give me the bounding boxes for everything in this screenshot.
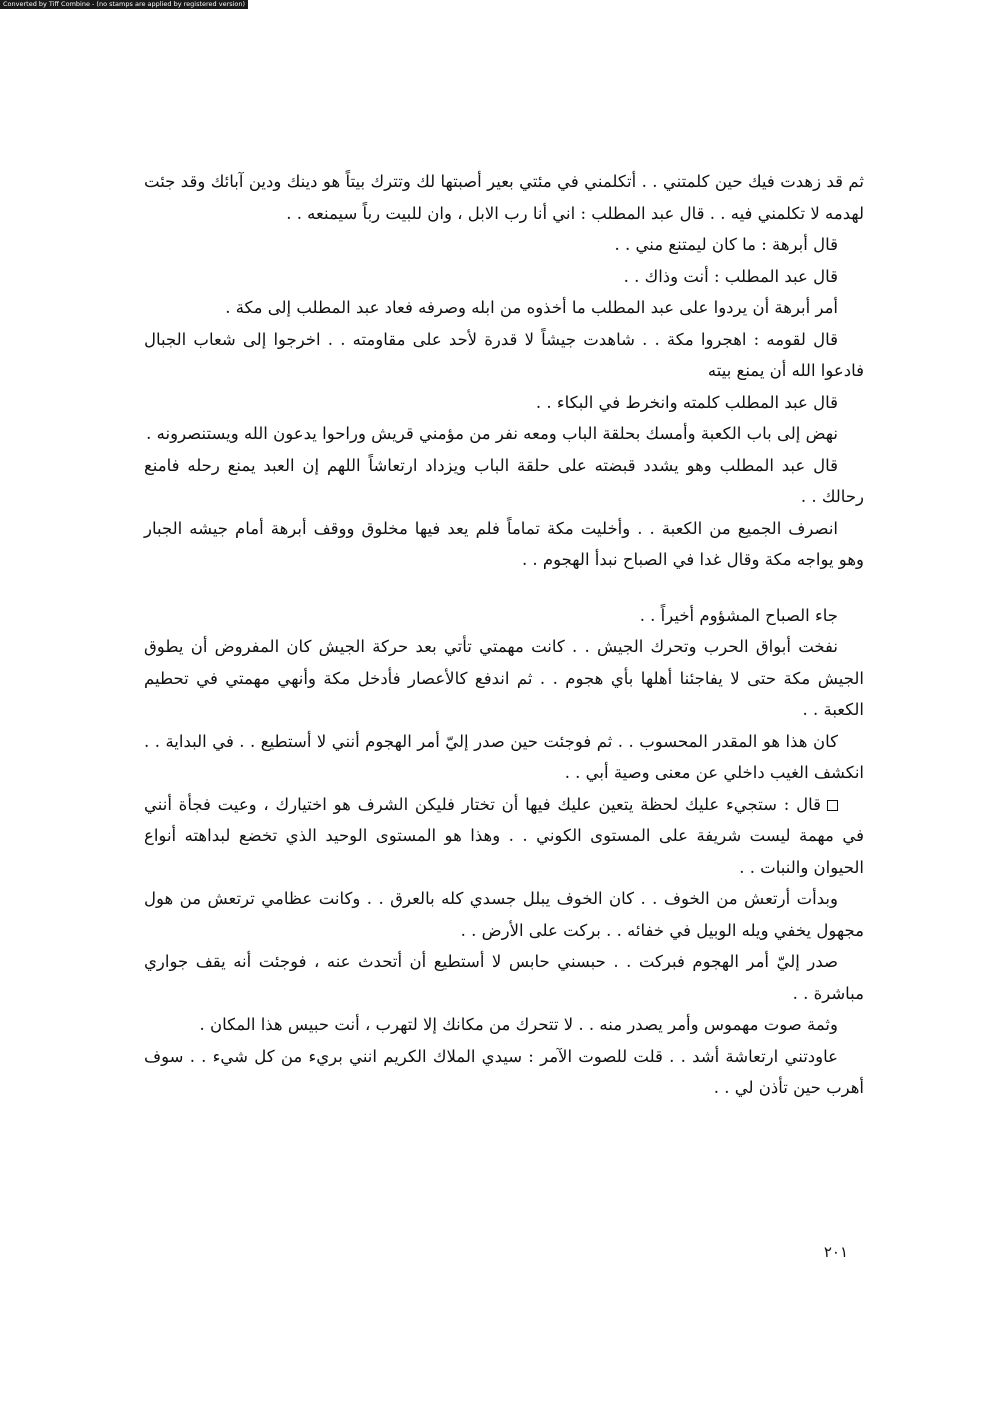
text-section-2	[144, 600, 864, 1104]
paragraph-text: نهض إلى باب الكعبة وأمسك بحلقة الباب ومعه نفر من مؤمني قريش وراحوا يدعون الله ويستنصرونه .	[146, 424, 838, 443]
paragraph-text: نفخت أبواق الحرب وتحرك الجيش . . كانت مهمتي تأتي بعد حركة الجيش كان المفروض أن يطوق الجيش مكة حتى لا يفاجئنا أهلها بأي هجوم . . ثم اندفع كالأعصار فأدخل مكة وأنهي مهمتي في تحطيم الكعبة . .	[144, 637, 864, 719]
paragraph	[144, 418, 864, 450]
page-body	[144, 166, 864, 1104]
paragraph-text: قال عبد المطلب كلمته وانخرط في البكاء . .	[535, 392, 838, 412]
paragraph-text: وبدأت أرتعش من الخوف . . كان الخوف يبلل جسدي كله بالعرق . . وكانت عظامي ترتعش من هول مجهول يخفي ويله الوبيل في خفائه . . بركت على الأرض . .	[144, 889, 864, 940]
section-gap	[144, 576, 864, 600]
paragraph-text: قال عبد المطلب وهو يشدد قبضته على حلقة الباب ويزداد ارتعاشاً اللهم إن العبد يمنع رحله فامنع رحالك . .	[144, 455, 864, 506]
paragraph	[144, 292, 864, 324]
text-section-1	[144, 166, 864, 576]
paragraph	[144, 883, 864, 946]
paragraph	[144, 166, 864, 229]
paragraph-text: وثمة صوت مهموس وأمر يصدر منه . . لا تتحرك من مكانك إلا لتهرب ، أنت حبيس هذا المكان .	[199, 1015, 838, 1034]
paragraph-text: قال لقومه : اهجروا مكة . . شاهدت جيشاً لا قدرة لأحد على مقاومته . . اخرجوا إلى شعاب الجبال فادعوا الله أن يمنع بيته	[144, 329, 864, 380]
paragraph	[144, 513, 864, 576]
paragraph	[144, 229, 864, 261]
paragraph	[144, 450, 864, 513]
paragraph-text: قال أبرهة : ما كان ليمتنع مني . .	[614, 235, 838, 254]
page-number: ٢٠١	[823, 1243, 848, 1261]
paragraph	[144, 946, 864, 1009]
paragraph-text: جاء الصباح المشؤوم أخيراً . .	[639, 605, 838, 625]
converter-watermark: Converted by Tiff Combine - (no stamps are applied by registered version)	[0, 0, 248, 9]
paragraph	[144, 726, 864, 789]
paragraph	[144, 1009, 864, 1041]
paragraph	[144, 631, 864, 726]
square-bullet-icon	[827, 800, 838, 811]
paragraph-text: عاودتني ارتعاشة أشد . . قلت للصوت الآمر : سيدي الملاك الكريم انني بريء من كل شيء . . سوف أهرب حين تأذن لي . .	[144, 1046, 864, 1097]
paragraph-text: قال : ستجيء عليك لحظة يتعين عليك فيها أن تختار فليكن الشرف هو اختيارك ، وعيت فجأة أنني في مهمة ليست شريفة على المستوى الكوني . . وهذا هو المستوى الوحيد الذي تخضع لبداهته أنواع الحيوان والنبات . .	[144, 794, 864, 877]
paragraph	[144, 261, 864, 293]
paragraph	[144, 324, 864, 387]
paragraph	[144, 789, 864, 884]
paragraph	[144, 387, 864, 419]
paragraph	[144, 600, 864, 632]
paragraph-text: صدر إليّ أمر الهجوم فبركت . . حبسني حابس لا أستطيع أن أتحدث عنه ، فوجئت أنه يقف جواري مباشرة . .	[144, 952, 864, 1003]
paragraph-text: ثم قد زهدت فيك حين كلمتني . . أتكلمني في مئتي بعير أصبتها لك وتترك بيتاً هو دينك ودين آبائك وقد جئت لهدمه لا تكلمني فيه . . قال عبد المطلب : اني أنا رب الابل ، وان للبيت رباً سيمنعه . .	[144, 172, 864, 223]
paragraph-text: كان هذا هو المقدر المحسوب . . ثم فوجئت حين صدر إليّ أمر الهجوم أنني لا أستطيع . . في البداية . . انكشف الغيب داخلي عن معنى وصية أبي . .	[144, 731, 864, 782]
paragraph-text: أمر أبرهة أن يردوا على عبد المطلب ما أخذوه من ابله وصرفه فعاد عبد المطلب إلى مكة .	[225, 298, 838, 317]
paragraph-text: انصرف الجميع من الكعبة . . وأخليت مكة تماماً فلم يعد فيها مخلوق ووقف أبرهة أمام جيشه الجبار وهو يواجه مكة وقال غدا في الصباح نبدأ الهجوم . .	[144, 518, 864, 569]
paragraph	[144, 1041, 864, 1104]
paragraph-text: قال عبد المطلب : أنت وذاك . .	[623, 266, 838, 286]
